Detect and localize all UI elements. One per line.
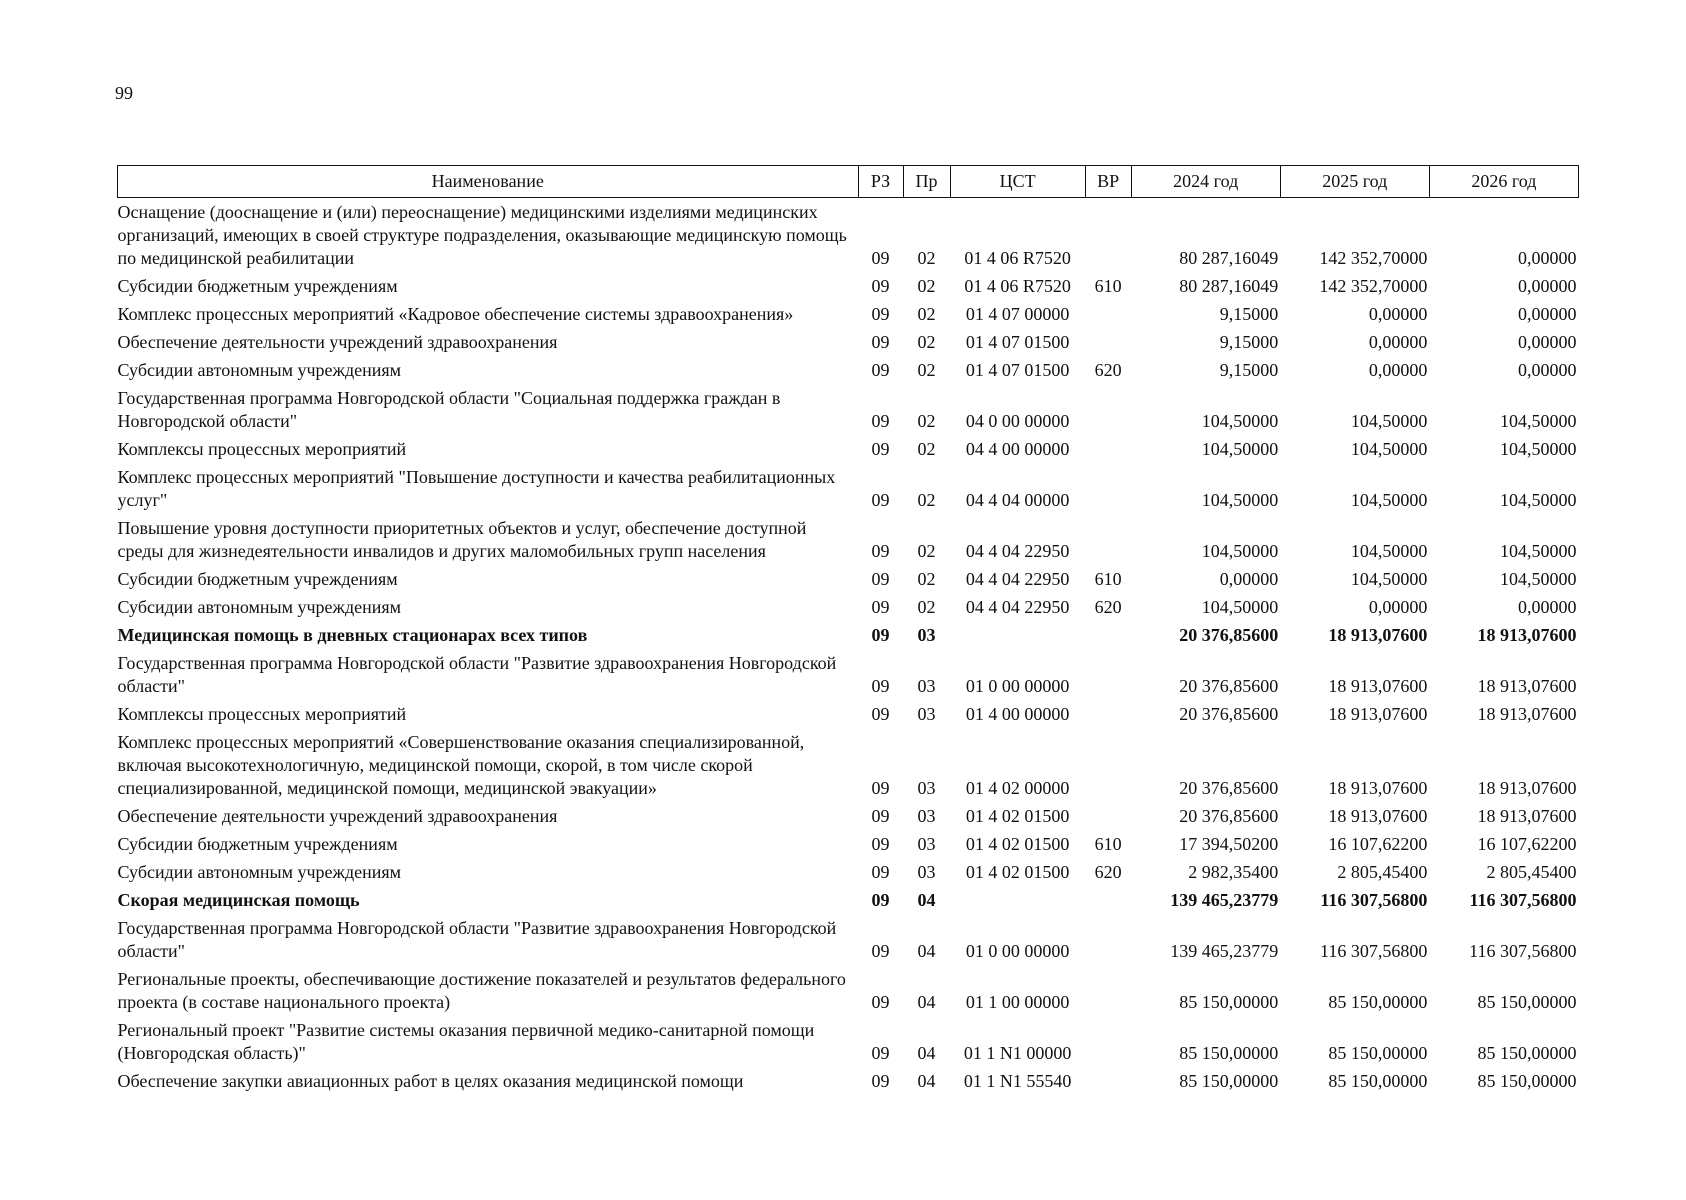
cell-name: Субсидии автономным учреждениям [117,360,402,380]
cell-cst: 04 4 00 00000 [965,439,1070,459]
cell-pr: 02 [917,304,936,324]
cell-2026: 18 913,07600 [1477,778,1577,798]
cell-name: Региональный проект "Развитие системы оказания первичной медико-санитарной помощи (Новгородская область)" [117,1020,815,1063]
cell-vr [1085,514,1131,565]
cell-2026: 2 805,45400 [1486,862,1577,882]
cell-vr [1085,1016,1131,1067]
cell-vr [1085,384,1131,435]
cell-2025: 142 352,70000 [1319,276,1428,296]
cell-2025: 0,00000 [1368,360,1428,380]
table-row [118,198,1579,273]
cell-rz: 09 [871,890,890,910]
cell-2024: 9,15000 [1219,332,1279,352]
cell-2026: 0,00000 [1518,360,1577,380]
cell-rz: 09 [871,439,890,459]
cell-rz: 09 [871,806,890,826]
table-row [118,802,1579,830]
cell-cst: 01 4 06 R7520 [964,248,1071,268]
table-row [118,728,1579,802]
cell-2024: 2 982,35400 [1188,862,1279,882]
header-vr: ВР [1085,166,1131,198]
cell-vr: 610 [1094,276,1122,296]
cell-2026: 104,50000 [1500,490,1577,510]
cell-name: Государственная программа Новгородской области "Развитие здравоохранения Новгородской области" [117,918,837,961]
header-cst: ЦСТ [950,166,1085,198]
cell-rz: 09 [871,569,890,589]
cell-rz: 09 [871,1043,890,1063]
cell-pr: 03 [917,834,936,854]
cell-pr: 02 [917,597,936,617]
cell-name: Региональные проекты, обеспечивающие достижение показателей и результатов федерального проекта (в составе национального проекта) [117,969,846,1012]
cell-cst: 04 0 00 00000 [965,411,1070,431]
cell-name: Комплексы процессных мероприятий [117,704,407,724]
cell-vr [1085,802,1131,830]
page-number: 99 [115,83,133,103]
cell-cst: 01 1 N1 00000 [963,1043,1072,1063]
table-row [118,272,1579,300]
header-pr: Пр [903,166,950,198]
cell-2025: 104,50000 [1350,439,1428,459]
cell-vr [1085,621,1131,649]
cell-pr: 03 [917,704,936,724]
cell-2025: 18 913,07600 [1328,778,1428,798]
cell-2025: 104,50000 [1350,569,1428,589]
cell-2026: 116 307,56800 [1469,941,1577,961]
cell-2024: 104,50000 [1201,490,1279,510]
header-2025: 2025 год [1280,166,1429,198]
cell-2025: 0,00000 [1368,304,1428,324]
cell-2026: 104,50000 [1500,541,1577,561]
cell-rz: 09 [871,490,890,510]
cell-rz: 09 [871,704,890,724]
cell-2025: 16 107,62200 [1328,834,1428,854]
cell-pr: 03 [917,676,936,696]
cell-rz: 09 [871,597,890,617]
cell-2025: 116 307,56800 [1320,890,1428,910]
cell-vr [1085,649,1131,700]
table-row [118,858,1579,886]
cell-rz: 09 [871,248,890,268]
cell-2025: 116 307,56800 [1320,941,1428,961]
cell-2026: 85 150,00000 [1477,1071,1577,1091]
cell-2026: 104,50000 [1500,569,1577,589]
cell-2025: 85 150,00000 [1328,1043,1428,1063]
cell-2025: 142 352,70000 [1319,248,1428,268]
cell-2024: 20 376,85600 [1179,676,1279,696]
cell-pr: 02 [917,490,936,510]
cell-2024: 80 287,16049 [1179,276,1279,296]
cell-name: Государственная программа Новгородской области "Развитие здравоохранения Новгородской области" [117,653,837,696]
cell-2024: 104,50000 [1201,541,1279,561]
cell-pr: 02 [917,248,936,268]
cell-name: Комплекс процессных мероприятий "Повышение доступности и качества реабилитационных услуг" [117,467,836,510]
section-row [118,621,1579,649]
cell-2026: 18 913,07600 [1477,704,1577,724]
cell-2024: 20 376,85600 [1179,778,1279,798]
cell-2024: 104,50000 [1201,439,1279,459]
cell-2025: 18 913,07600 [1328,704,1428,724]
cell-vr [1085,886,1131,914]
cell-name: Государственная программа Новгородской области "Социальная поддержка граждан в Новгородской области" [117,388,781,431]
cell-2026: 0,00000 [1518,248,1577,268]
cell-2024: 104,50000 [1201,411,1279,431]
cell-pr: 04 [917,890,936,910]
cell-pr: 02 [917,332,936,352]
cell-cst: 04 4 04 22950 [965,541,1070,561]
cell-rz: 09 [871,778,890,798]
cell-2026: 116 307,56800 [1469,890,1577,910]
cell-cst: 01 4 00 00000 [965,704,1070,724]
cell-pr: 02 [917,439,936,459]
cell-pr: 03 [917,806,936,826]
cell-cst: 01 4 02 01500 [965,806,1070,826]
cell-2026: 104,50000 [1500,411,1577,431]
cell-rz: 09 [871,1071,890,1091]
table-header [118,166,1579,198]
cell-cst: 04 4 04 22950 [965,597,1070,617]
cell-2025: 0,00000 [1368,597,1428,617]
table-row [118,700,1579,728]
cell-2026: 0,00000 [1518,332,1577,352]
table-row [118,1067,1579,1095]
cell-cst: 04 4 04 22950 [965,569,1070,589]
cell-vr [1085,700,1131,728]
cell-pr: 03 [917,778,936,798]
cell-pr: 03 [917,625,936,645]
cell-rz: 09 [871,992,890,1012]
cell-cst: 01 4 07 01500 [965,360,1070,380]
header-2026: 2026 год [1429,166,1578,198]
cell-2025: 85 150,00000 [1328,992,1428,1012]
table-row [118,463,1579,514]
cell-2024: 0,00000 [1219,569,1279,589]
cell-vr: 610 [1094,834,1122,854]
section-row [118,886,1579,914]
table-row [118,300,1579,328]
cell-cst: 01 4 02 00000 [965,778,1070,798]
cell-2024: 85 150,00000 [1179,1043,1279,1063]
cell-name: Повышение уровня доступности приоритетных объектов и услуг, обеспечение доступной среды для жизнедеятельности инвалидов и других маломобильных групп населения [117,518,807,561]
cell-2024: 139 465,23779 [1170,941,1279,961]
cell-cst: 01 0 00 00000 [965,941,1070,961]
cell-2026: 0,00000 [1518,597,1577,617]
cell-2024: 104,50000 [1201,597,1279,617]
cell-name: Субсидии бюджетным учреждениям [117,569,398,589]
cell-name: Субсидии бюджетным учреждениям [117,276,398,296]
cell-2024: 20 376,85600 [1179,625,1279,645]
cell-2025: 18 913,07600 [1328,806,1428,826]
cell-vr [1085,914,1131,965]
cell-pr: 04 [917,992,936,1012]
cell-rz: 09 [871,941,890,961]
cell-2026: 18 913,07600 [1477,806,1577,826]
table-row [118,384,1579,435]
cell-vr: 620 [1094,862,1122,882]
table-row [118,1016,1579,1067]
cell-2025: 104,50000 [1350,411,1428,431]
cell-2024: 139 465,23779 [1170,890,1279,910]
cell-2025: 104,50000 [1350,490,1428,510]
cell-cst: 01 0 00 00000 [965,676,1070,696]
cell-2024: 20 376,85600 [1179,704,1279,724]
cell-cst: 01 4 07 00000 [965,304,1070,324]
cell-pr: 02 [917,360,936,380]
header-name: Наименование [118,166,859,198]
cell-rz: 09 [871,862,890,882]
cell-rz: 09 [871,541,890,561]
cell-2025: 2 805,45400 [1337,862,1428,882]
cell-vr [1085,1067,1131,1095]
cell-name: Комплекс процессных мероприятий «Кадровое обеспечение системы здравоохранения» [117,304,794,324]
table-row [118,649,1579,700]
cell-2024: 85 150,00000 [1179,1071,1279,1091]
cell-2024: 20 376,85600 [1179,806,1279,826]
cell-vr: 620 [1094,360,1122,380]
cell-cst: 01 1 00 00000 [965,992,1070,1012]
cell-name: Медицинская помощь в дневных стационарах всех типов [117,625,588,645]
cell-2025: 104,50000 [1350,541,1428,561]
cell-2026: 85 150,00000 [1477,992,1577,1012]
cell-name: Субсидии автономным учреждениям [117,597,402,617]
cell-pr: 02 [917,276,936,296]
cell-cst: 01 4 02 01500 [965,834,1070,854]
cell-2024: 17 394,50200 [1179,834,1279,854]
cell-2024: 80 287,16049 [1179,248,1279,268]
table-body [118,198,1579,1096]
table-row [118,514,1579,565]
cell-name: Обеспечение закупки авиационных работ в целях оказания медицинской помощи [117,1071,744,1091]
cell-cst: 04 4 04 00000 [965,490,1070,510]
table-row [118,565,1579,593]
header-rz: РЗ [858,166,903,198]
header-2024: 2024 год [1131,166,1280,198]
cell-vr: 610 [1094,569,1122,589]
table-row [118,356,1579,384]
cell-vr [1085,198,1131,273]
cell-pr: 04 [917,1043,936,1063]
table-row [118,914,1579,965]
cell-vr [1085,965,1131,1016]
budget-table [117,165,1579,1095]
cell-rz: 09 [871,834,890,854]
cell-name: Обеспечение деятельности учреждений здравоохранения [117,806,558,826]
cell-2024: 9,15000 [1219,360,1279,380]
cell-vr [1085,463,1131,514]
cell-pr: 02 [917,541,936,561]
cell-2025: 18 913,07600 [1328,676,1428,696]
cell-2026: 0,00000 [1518,304,1577,324]
cell-name: Оснащение (дооснащение и (или) переоснащение) медицинскими изделиями медицинских организаций, имеющих в своей структуре подразделения, оказывающие медицинскую помощь по медицинской реабилитации [117,202,847,268]
cell-name: Субсидии автономным учреждениям [117,862,402,882]
cell-rz: 09 [871,411,890,431]
cell-rz: 09 [871,276,890,296]
cell-2026: 16 107,62200 [1477,834,1577,854]
cell-pr: 03 [917,862,936,882]
table-row [118,830,1579,858]
cell-name: Комплексы процессных мероприятий [117,439,407,459]
cell-rz: 09 [871,332,890,352]
cell-cst [950,886,1085,914]
cell-2026: 18 913,07600 [1477,625,1577,645]
cell-name: Скорая медицинская помощь [117,890,360,910]
cell-2025: 85 150,00000 [1328,1071,1428,1091]
cell-name: Обеспечение деятельности учреждений здравоохранения [117,332,558,352]
cell-vr: 620 [1094,597,1122,617]
cell-cst: 01 1 N1 55540 [963,1071,1072,1091]
cell-rz: 09 [871,676,890,696]
cell-cst: 01 4 02 01500 [965,862,1070,882]
cell-vr [1085,300,1131,328]
cell-pr: 02 [917,569,936,589]
cell-name: Комплекс процессных мероприятий «Совершенствование оказания специализированной, включая высокотехнологичную, медицинской помощи, скорой, в том числе скорой специализированной, медицинской помощи, медицинской эвакуации» [117,732,805,798]
cell-2024: 85 150,00000 [1179,992,1279,1012]
cell-2026: 18 913,07600 [1477,676,1577,696]
table-row [118,593,1579,621]
cell-2025: 18 913,07600 [1328,625,1428,645]
cell-cst: 01 4 07 01500 [965,332,1070,352]
cell-vr [1085,728,1131,802]
cell-pr: 04 [917,1071,936,1091]
cell-vr [1085,435,1131,463]
cell-cst [950,621,1085,649]
cell-2025: 0,00000 [1368,332,1428,352]
table-row [118,328,1579,356]
cell-rz: 09 [871,625,890,645]
cell-2024: 9,15000 [1219,304,1279,324]
cell-2026: 104,50000 [1500,439,1577,459]
cell-name: Субсидии бюджетным учреждениям [117,834,398,854]
cell-vr [1085,328,1131,356]
cell-rz: 09 [871,360,890,380]
cell-pr: 02 [917,411,936,431]
cell-2026: 0,00000 [1518,276,1577,296]
cell-cst: 01 4 06 R7520 [964,276,1071,296]
table-row [118,435,1579,463]
table-row [118,965,1579,1016]
cell-pr: 04 [917,941,936,961]
cell-2026: 85 150,00000 [1477,1043,1577,1063]
cell-rz: 09 [871,304,890,324]
